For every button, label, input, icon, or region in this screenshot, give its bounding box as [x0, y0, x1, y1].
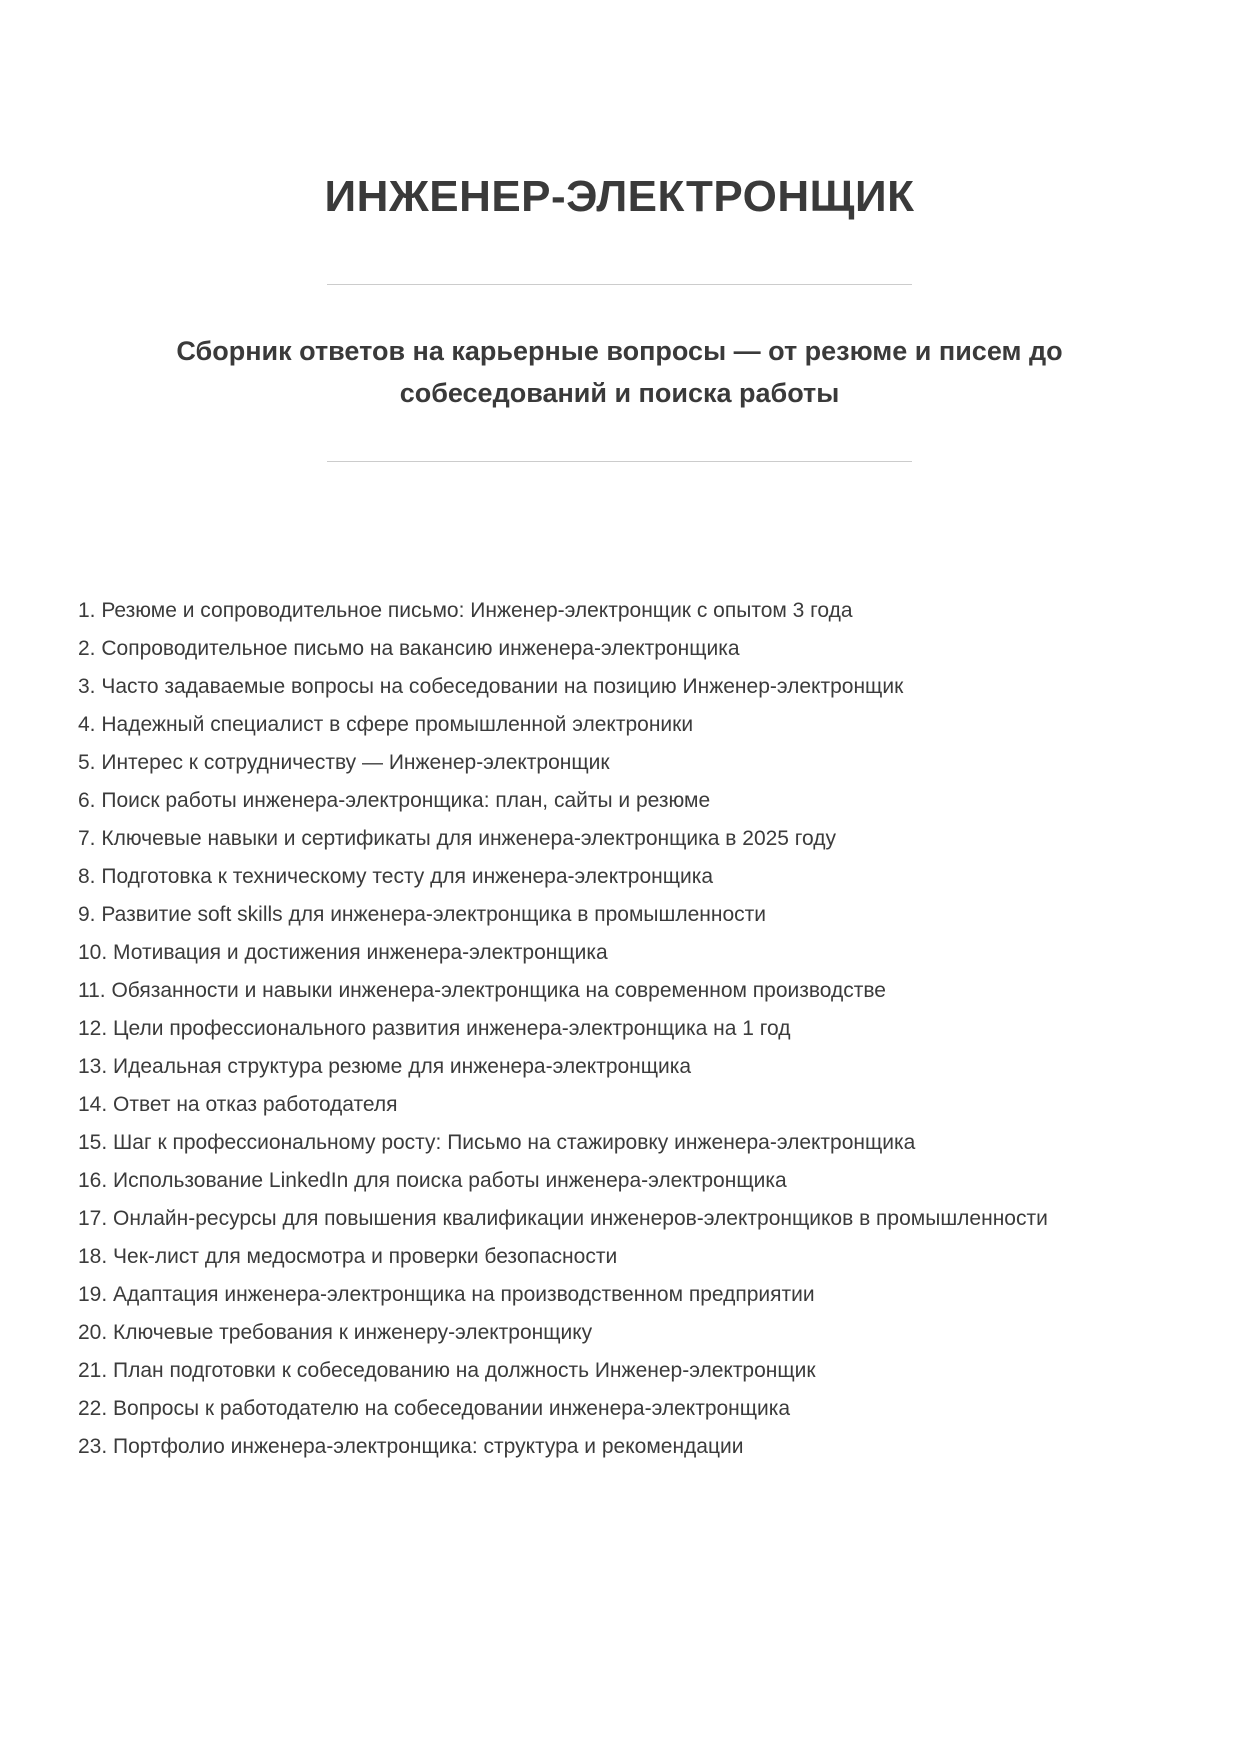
- divider-line: [327, 284, 912, 285]
- toc-item: 2. Сопроводительное письмо на вакансию инженера-электронщика: [78, 636, 740, 660]
- toc-item: 15. Шаг к профессиональному росту: Письмо на стажировку инженера-электронщика: [78, 1130, 916, 1154]
- toc-item: 11. Обязанности и навыки инженера-электронщика на современном производстве: [78, 978, 886, 1002]
- toc-item: 10. Мотивация и достижения инженера-электронщика: [78, 940, 608, 964]
- table-of-contents: [0, 592, 1239, 1466]
- toc-item: 6. Поиск работы инженера-электронщика: план, сайты и резюме: [78, 788, 711, 812]
- toc-item: 14. Ответ на отказ работодателя: [78, 1092, 398, 1116]
- page-subtitle: Сборник ответов на карьерные вопросы — от резюме и писем до собеседований и поиска работы: [176, 336, 1063, 408]
- toc-item: 4. Надежный специалист в сфере промышленной электроники: [78, 712, 694, 736]
- toc-item: 1. Резюме и сопроводительное письмо: Инженер-электронщик с опытом 3 года: [78, 598, 853, 622]
- toc-item: 7. Ключевые навыки и сертификаты для инженера-электронщика в 2025 году: [78, 826, 836, 850]
- toc-item: 16. Использование LinkedIn для поиска работы инженера-электронщика: [78, 1168, 787, 1192]
- page-title: ИНЖЕНЕР-ЭЛЕКТРОНЩИК: [324, 172, 915, 221]
- toc-item: 19. Адаптация инженера-электронщика на производственном предприятии: [78, 1282, 815, 1306]
- toc-item: 9. Развитие soft skills для инженера-электронщика в промышленности: [78, 902, 766, 926]
- toc-item: 8. Подготовка к техническому тесту для инженера-электронщика: [78, 864, 714, 888]
- toc-item: 22. Вопросы к работодателю на собеседовании инженера-электронщика: [78, 1396, 791, 1420]
- toc-item: 12. Цели профессионального развития инженера-электронщика на 1 год: [78, 1016, 791, 1040]
- toc-item: 23. Портфолио инженера-электронщика: структура и рекомендации: [78, 1434, 744, 1458]
- toc-item: 5. Интерес к сотрудничеству — Инженер-электронщик: [78, 750, 610, 774]
- toc-item: 13. Идеальная структура резюме для инженера-электронщика: [78, 1054, 692, 1078]
- toc-item: 21. План подготовки к собеседованию на должность Инженер-электронщик: [78, 1358, 816, 1382]
- toc-item: 18. Чек-лист для медосмотра и проверки безопасности: [78, 1244, 618, 1268]
- toc-item: 3. Часто задаваемые вопросы на собеседовании на позицию Инженер-электронщик: [78, 674, 904, 698]
- toc-item: 20. Ключевые требования к инженеру-электронщику: [78, 1320, 593, 1344]
- toc-item: 17. Онлайн-ресурсы для повышения квалификации инженеров-электронщиков в промышленности: [78, 1206, 1048, 1230]
- divider-line: [327, 461, 912, 462]
